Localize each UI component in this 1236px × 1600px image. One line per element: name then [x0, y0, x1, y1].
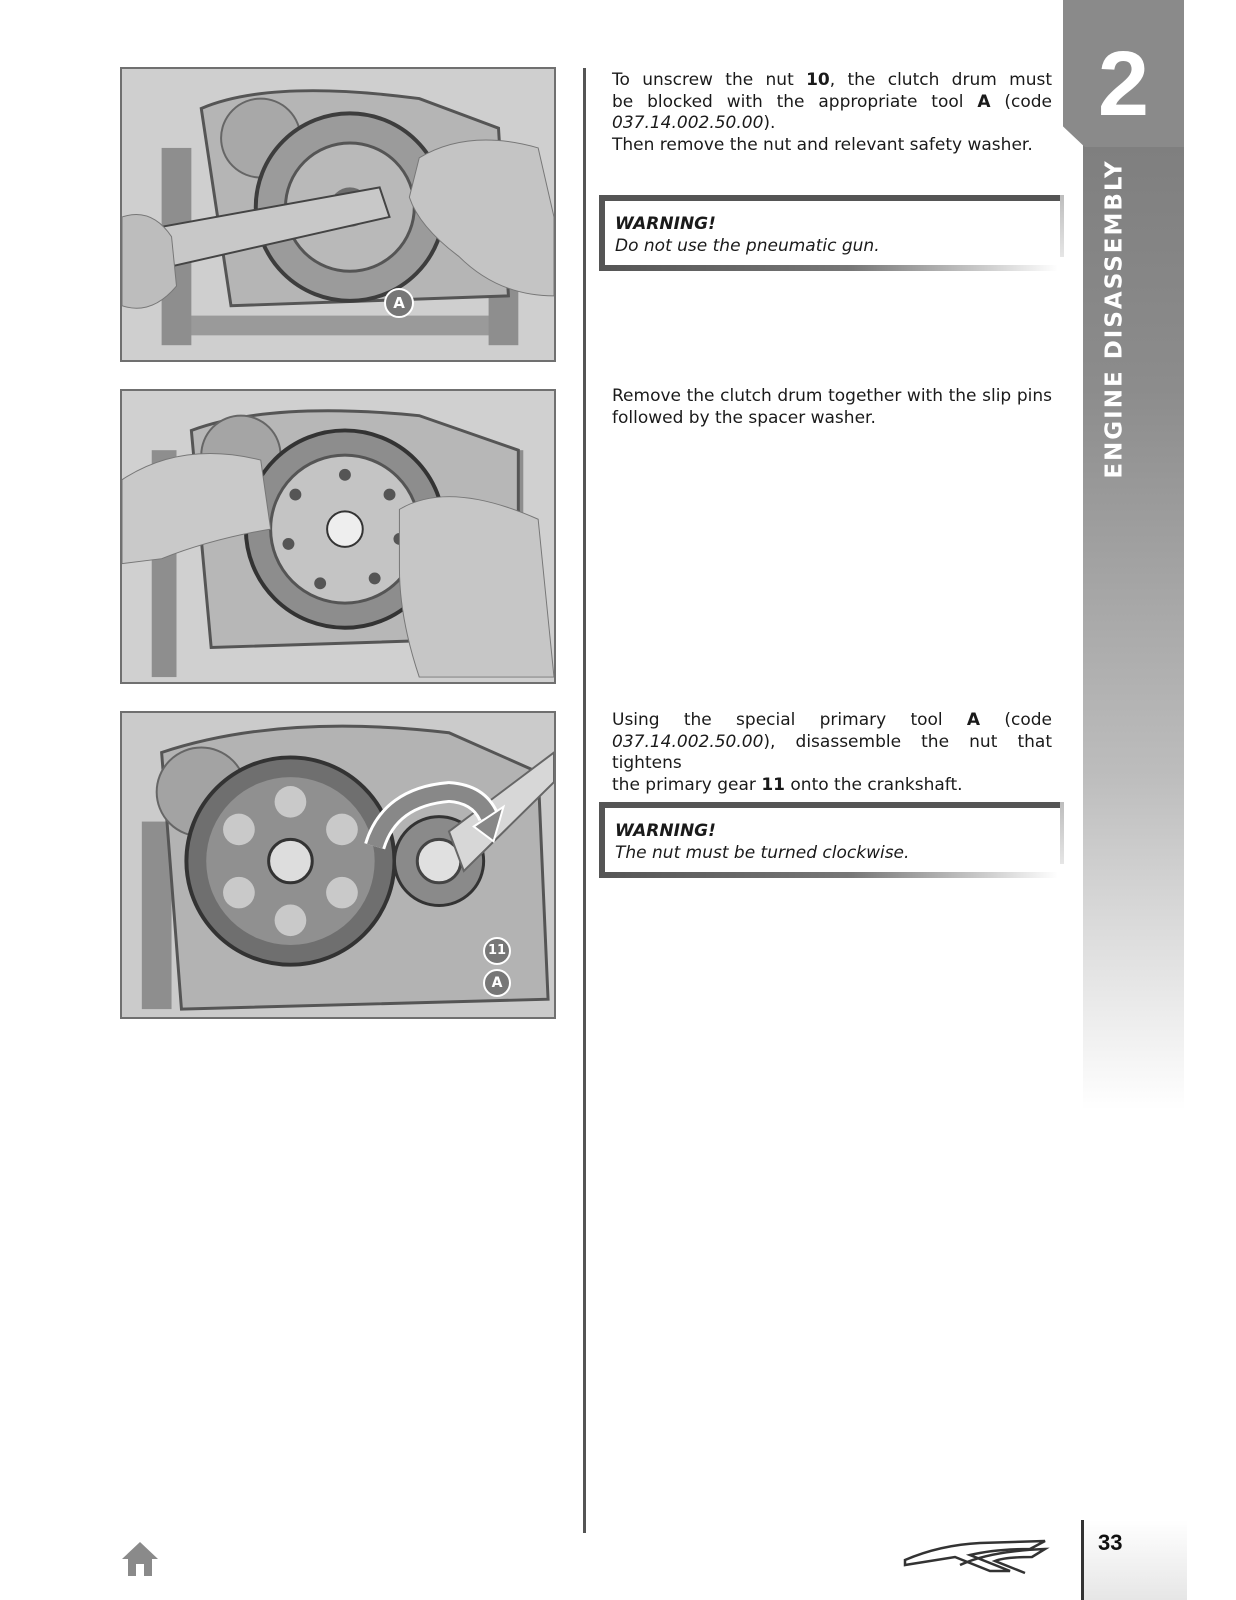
chapter-title [1070, 159, 1160, 479]
rr-logo-icon [900, 1535, 1050, 1577]
photo-label-a: A [384, 288, 414, 318]
step-paragraph [612, 386, 1052, 429]
column-divider [583, 68, 586, 1533]
text-line: be blocked with the appropriate tool A (code [612, 91, 1052, 112]
text-line: Then remove the nut and relevant safety washer. [612, 134, 1033, 155]
photo-clutch-drum-blocking [120, 67, 556, 362]
text-line: followed by the spacer washer. [612, 407, 876, 428]
photo-label-a: A [483, 969, 511, 997]
text-line: To unscrew the nut 10, the clutch drum must [612, 70, 1052, 90]
text-line: Remove the clutch drum together with the slip pins [612, 386, 1052, 406]
warning-text: Do not use the pneumatic gun. [615, 236, 880, 256]
page-number: 33 [1098, 1530, 1123, 1555]
step-paragraph [612, 710, 1052, 796]
text-line: 037.14.002.50.00), disassemble the nut that tightens [612, 731, 1052, 773]
photo-primary-gear-nut [120, 711, 556, 1019]
warning-box [599, 802, 1064, 878]
home-icon[interactable] [120, 1540, 160, 1578]
text-line: the primary gear 11 onto the crankshaft. [612, 774, 963, 795]
text-line: 037.14.002.50.00). [612, 113, 776, 133]
step-paragraph [612, 70, 1052, 156]
warning-box [599, 195, 1064, 271]
photo-label-11: 11 [483, 937, 511, 965]
chapter-number: 2 [1097, 33, 1150, 135]
warning-title: WARNING! [615, 821, 716, 841]
page-number-box [1081, 1520, 1187, 1600]
chapter-title-text: ENGINE DISASSEMBLY [1102, 159, 1128, 479]
text-line: Using the special primary tool A (code [612, 710, 1052, 730]
photo-clutch-drum-removal [120, 389, 556, 684]
warning-text: The nut must be turned clockwise. [615, 843, 910, 863]
warning-title: WARNING! [615, 214, 716, 234]
